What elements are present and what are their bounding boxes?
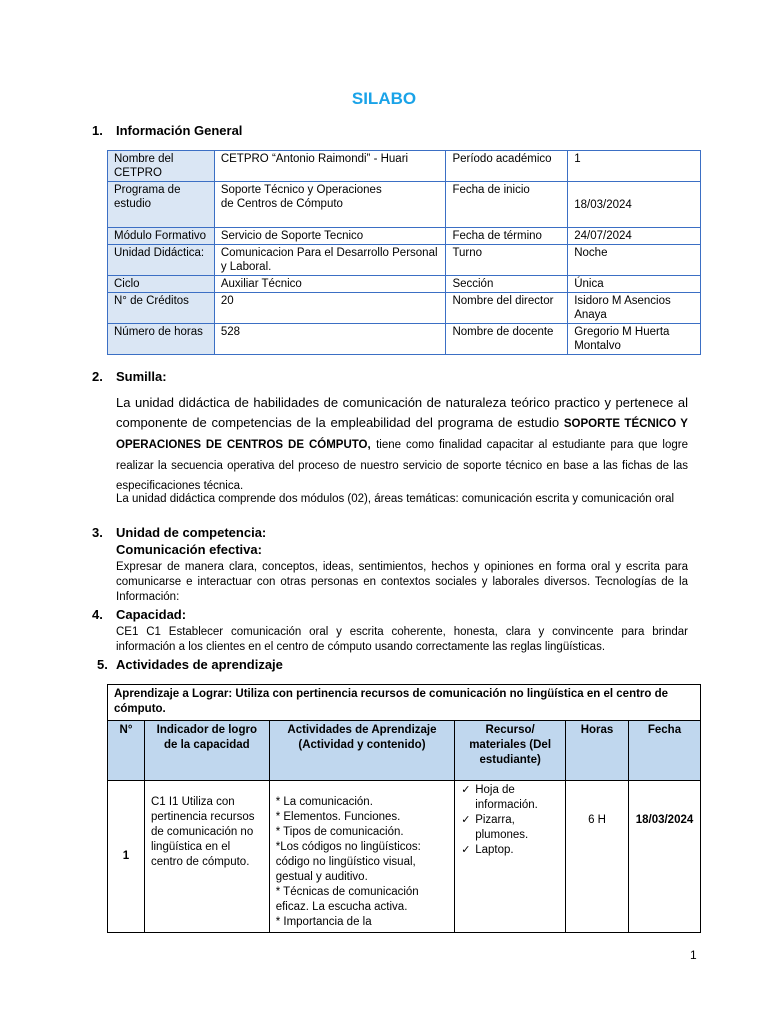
resource-list [461, 783, 559, 858]
info-label: Ciclo [108, 276, 215, 293]
info-value: Comunicacion Para el Desarrollo Personal y Laboral. [214, 245, 446, 276]
page-number: 1 [690, 948, 697, 962]
info-value: 20 [214, 293, 446, 324]
section-4-title: Capacidad: [116, 607, 187, 622]
info-label: Módulo Formativo [108, 228, 215, 245]
section-3-heading [92, 525, 266, 540]
table-row [108, 781, 701, 933]
header-actividades: Actividades de Aprendizaje (Actividad y contenido) [269, 721, 454, 781]
section-2-title: Sumilla: [116, 369, 167, 384]
section-2-number: 2. [92, 369, 103, 384]
info-label: Fecha de inicio [446, 182, 568, 228]
info-label: Nombre de docente [446, 324, 568, 355]
info-value: CETPRO “Antonio Raimondi” - Huari [214, 151, 446, 182]
header-recurso: Recurso/ materiales (Del estudiante) [455, 721, 566, 781]
info-row [108, 293, 701, 324]
section-5-number: 5. [97, 657, 108, 672]
checkmark-icon: ✓ [461, 784, 471, 796]
checkmark-icon: ✓ [461, 814, 471, 826]
info-label: Unidad Didáctica: [108, 245, 215, 276]
sumilla-text-2: tiene como finalidad capacitar al estudiante para que logre realizar la secuencia operativa del proceso de nuestro servicio de soporte técnico en base a las fichas de las especificaciones técnica. [116, 439, 688, 492]
competencia-subtitle: Comunicación efectiva: [116, 542, 262, 557]
info-value: Isidoro M Asencios Anaya [568, 293, 701, 324]
info-label: Número de horas [108, 324, 215, 355]
resource-item: ✓ Laptop. [461, 844, 514, 856]
table-header-row [108, 721, 701, 781]
info-value: Soporte Técnico y Operaciones de Centros de Cómputo [214, 182, 446, 228]
competencia-text: Expresar de manera clara, conceptos, ideas, sentimientos, hechos y opiniones en forma oral y escrita para comunicarse e interactuar con otras personas en contextos sociales y laborales diversos. Tecnologías de la Información: [116, 561, 688, 603]
activities-table [107, 684, 701, 933]
header-horas: Horas [566, 721, 629, 781]
section-3-number: 3. [92, 525, 103, 540]
checkmark-icon: ✓ [461, 844, 471, 856]
info-row [108, 324, 701, 355]
info-label: Nombre del CETPRO [108, 151, 215, 182]
info-value: 18/03/2024 [568, 182, 701, 228]
resource-item: ✓ Pizarra, plumones. [461, 814, 529, 841]
program-name: SOPORTE TÉCNICO Y OPERACIONES DE CENTROS DE CÓMPUTO, [116, 418, 688, 451]
activity-item: *Los códigos no lingüísticos: código no lingüístico visual, gestual y auditivo. [275, 841, 421, 883]
info-label: Sección [446, 276, 568, 293]
capacidad-text: CE1 C1 Establecer comunicación oral y escrita coherente, honesta, clara y convincente para brindar información a los clientes en el centro de cómputo usando correctamente las reglas lingüísticas. [116, 626, 688, 653]
activity-item: * Tipos de comunicación. [275, 826, 404, 838]
info-label: Fecha de término [446, 228, 568, 245]
document-title: SILABO [351, 89, 417, 108]
info-row [108, 228, 701, 245]
section-1-heading [92, 123, 242, 138]
info-value: Noche [568, 245, 701, 276]
learning-goal-row [108, 685, 701, 721]
info-label: Programa de estudio [108, 182, 215, 228]
info-value: Gregorio M Huerta Montalvo [568, 324, 701, 355]
info-row [108, 276, 701, 293]
info-value: 24/07/2024 [568, 228, 701, 245]
section-4-number: 4. [92, 607, 103, 622]
section-3-title: Unidad de competencia: [116, 525, 267, 540]
info-value: Auxiliar Técnico [214, 276, 446, 293]
row-indicador: C1 I1 Utiliza con pertinencia recursos de comunicación no lingüística en el centro de cómputo. [144, 781, 269, 933]
info-label: Período académico [446, 151, 568, 182]
header-indicador: Indicador de logro de la capacidad [144, 721, 269, 781]
row-horas: 6 H [566, 781, 629, 933]
section-5-title: Actividades de aprendizaje [116, 657, 283, 672]
row-recursos [455, 781, 566, 933]
section-1-number: 1. [92, 123, 103, 138]
info-value: 528 [214, 324, 446, 355]
sumilla-text-1: La unidad didáctica de habilidades de comunicación de naturaleza teórico practico y pertenece al componente de competencias de la empleabilidad del programa de estudio [116, 395, 688, 430]
section-2-heading [92, 369, 167, 384]
info-label: N° de Créditos [108, 293, 215, 324]
info-row [108, 245, 701, 276]
resource-item: ✓ Hoja de información. [461, 784, 538, 811]
section-5-heading [97, 657, 283, 672]
row-fecha: 18/03/2024 [628, 781, 700, 933]
header-num: N° [108, 721, 145, 781]
info-row [108, 151, 701, 182]
sumilla-modules: La unidad didáctica comprende dos módulos (02), áreas temáticas: comunicación escrita y comunicación oral [116, 493, 675, 505]
row-actividades [269, 781, 454, 933]
info-label: Nombre del director [446, 293, 568, 324]
info-value: Servicio de Soporte Tecnico [214, 228, 446, 245]
info-row [108, 182, 701, 228]
activity-item: * Técnicas de comunicación eficaz. La escucha activa. [275, 886, 419, 913]
section-1-title: Información General [116, 123, 243, 138]
info-label: Turno [446, 245, 568, 276]
activity-item: * La comunicación. [275, 796, 373, 808]
row-number: 1 [108, 781, 145, 933]
header-fecha: Fecha [628, 721, 700, 781]
sumilla-paragraph [116, 393, 688, 495]
info-value: Única [568, 276, 701, 293]
section-4-heading [92, 607, 186, 622]
activity-item: * Importancia de la [275, 916, 372, 928]
learning-goal: Aprendizaje a Lograr: Utiliza con pertinencia recursos de comunicación no lingüística en el centro de cómputo. [108, 685, 701, 721]
activity-item: * Elementos. Funciones. [275, 811, 401, 823]
info-value: 1 [568, 151, 701, 182]
general-info-table [107, 150, 701, 355]
